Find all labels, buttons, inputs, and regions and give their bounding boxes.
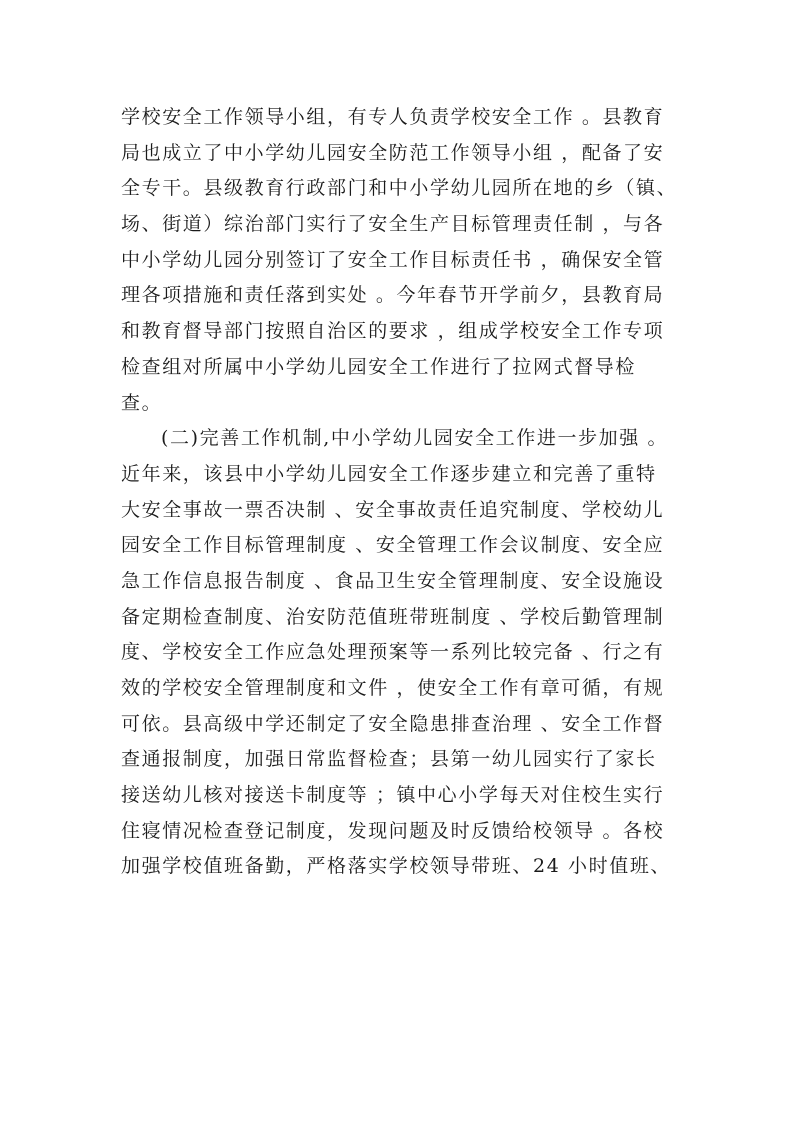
section-heading: (二)完善工作机制,中小学幼儿园安全工作进一步加强 。: [161, 427, 669, 450]
text-line: 度、学校安全工作应急处理预案等一系列比较完备 、行之有: [121, 641, 665, 664]
text-line: 园安全工作目标管理制度 、安全管理工作会议制度、安全应: [121, 534, 665, 557]
text-line: 急工作信息报告制度 、食品卫生安全管理制度、安全设施设: [121, 569, 665, 592]
text-line: 查通报制度，加强日常监督检查；县第一幼儿园实行了家长: [121, 748, 657, 771]
text-line: 住寝情况检查登记制度，发现问题及时反馈给校领导 。各校: [121, 819, 665, 842]
text-line: 效的学校安全管理制度和文件 ，使安全工作有章可循，有规: [121, 677, 665, 699]
text-line: 接送幼儿核对接送卡制度等 ；镇中心小学每天对住校生实行: [121, 784, 665, 807]
text-line: 和教育督导部门按照自治区的要求 ，组成学校安全工作专项: [121, 320, 665, 343]
text-line: 备定期检查制度、治安防范值班带班制度 、学校后勤管理制: [121, 605, 665, 628]
text-line: 大安全事故一票否决制 、安全事故责任追究制度、学校幼儿: [121, 498, 665, 521]
text-line: 场、街道）综治部门实行了安全生产目标管理责任制 ，与各: [121, 213, 665, 236]
text-line: 加强学校值班备勤，严格落实学校领导带班、24 小时值班、: [121, 855, 672, 878]
body-text: [121, 100, 701, 885]
text-line: 检查组对所属中小学幼儿园安全工作进行了拉网式督导检: [121, 355, 637, 378]
text-line: 局也成立了中小学幼儿园安全防范工作领导小组 ，配备了安: [121, 141, 665, 164]
text-line: 可依。县高级中学还制定了安全隐患排查治理 、安全工作督: [121, 712, 665, 735]
text-line: 近年来，该县中小学幼儿园安全工作逐步建立和完善了重特: [121, 462, 657, 485]
text-line: 学校安全工作领导小组，有专人负责学校安全工作 。县教育: [121, 106, 665, 128]
text-line: 全专干。县级教育行政部门和中小学幼儿园所在地的乡（镇、: [121, 177, 678, 200]
text-line: 中小学幼儿园分别签订了安全工作目标责任书 ，确保安全管: [121, 248, 665, 271]
text-line: 理各项措施和责任落到实处 。今年春节开学前夕，县教育局: [121, 284, 665, 307]
text-line: 查。: [121, 391, 163, 414]
